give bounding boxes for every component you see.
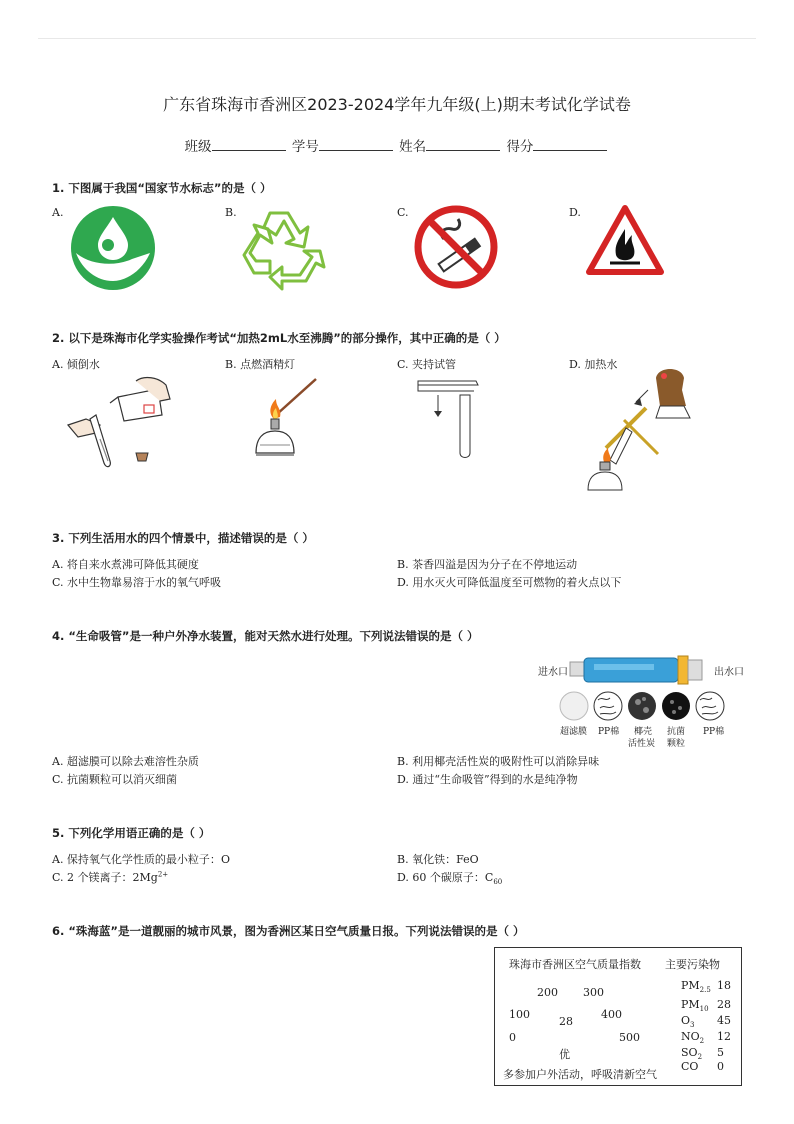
question-5-stem: 5. 下列化学用语正确的是（ ） [52,826,211,840]
name-label: 姓名 [399,139,427,155]
aqi-scale-500: 500 [619,1031,640,1044]
pollutant-pm25-sub: 2.5 [699,986,711,995]
q5-option-c-formula: 2Mg [132,871,158,884]
student-info [0,135,794,155]
q5-option-d-text: D. 60 个碳原子： [397,871,485,884]
q5-option-c-charge: 2+ [157,870,169,879]
pollutant-pm25-name: PM [681,979,700,992]
pollutant-so2-value: 5 [717,1046,724,1059]
name-blank[interactable] [426,138,500,151]
pollutant-o3-sub: 3 [690,1021,695,1030]
pollutant-pm10-sub: 10 [699,1005,709,1014]
q2-option-d-label: D. 加热水 [569,358,618,371]
pollutant-o3 [681,1014,695,1029]
class-label: 班级 [184,139,212,155]
outlet-label: 出水口 [714,667,744,678]
pollutant-pm10 [681,998,709,1013]
layer-label-pp-cotton-1: PP棉 [598,727,620,737]
pollutant-no2 [681,1030,704,1045]
pollutant-so2-sub: 2 [697,1053,703,1062]
filter-layers-illustration [558,690,728,724]
pollutant-o3-name: O [681,1014,691,1027]
pollutant-no2-sub: 2 [699,1037,705,1046]
inlet-label: 进水口 [538,667,568,678]
q2-option-b-label: B. 点燃酒精灯 [225,358,296,371]
heating-water-illustration [586,368,696,493]
question-2-stem: 2. 以下是珠海市化学实验操作考试“加热2mL水至沸腾”的部分操作，其中正确的是（ ） [52,331,506,345]
air-quality-report [494,947,742,1086]
aqi-advice: 多参加户外活动，呼吸清新空气 [503,1068,657,1081]
q1-option-a-label: A. [52,206,64,219]
q5-option-a [52,851,230,867]
aqi-scale-200: 200 [537,986,558,999]
aqi-scale-400: 400 [601,1008,622,1021]
q5-option-a-text: A. 保持氧气化学性质的最小粒子： [52,853,221,866]
flammable-warning-icon [586,205,664,275]
pollutant-co [681,1060,698,1075]
page-title: 广东省珠海市香洲区2023-2024学年九年级(上)期末考试化学试卷 [163,95,631,114]
q5-option-b [397,851,479,867]
aqi-scale-300: 300 [583,986,604,999]
question-3-stem: 3. 下列生活用水的四个情景中，描述错误的是（ ） [52,531,314,545]
layer-label-ultrafiltration: 超滤膜 [560,727,588,737]
score-label: 得分 [506,139,534,155]
q5-option-b-text: B. 氧化铁： [397,853,457,866]
score-blank[interactable] [533,138,607,151]
life-straw-illustration [570,652,716,688]
class-blank[interactable] [212,138,286,151]
pollutant-pm25-value: 18 [717,979,731,992]
pollutant-no2-name: NO [681,1030,700,1043]
pollutant-co-name: CO [681,1060,699,1073]
test-tube-holder-illustration [414,375,494,465]
q1-option-b-label: B. [225,206,237,219]
header-divider [38,38,756,39]
pollutant-so2 [681,1046,702,1061]
q5-option-c [52,869,168,885]
pollutant-no2-value: 12 [717,1030,731,1043]
q3-option-b: B. 茶香四溢是因为分子在不停地运动 [397,558,578,571]
aqi-scale-0: 0 [509,1031,516,1044]
q5-option-d-subscript: 60 [493,878,503,887]
pollutant-so2-name: SO [681,1046,698,1059]
number-blank[interactable] [319,138,393,151]
question-4-stem: 4. “生命吸管”是一种户外净水装置，能对天然水进行处理。下列说法错误的是（ ） [52,629,479,643]
q3-option-d: D. 用水灭火可降低温度至可燃物的着火点以下 [397,576,622,589]
aqi-box-title: 珠海市香洲区空气质量指数 [509,958,641,971]
layer-label-activated-carbon: 活性炭 [628,739,656,749]
q5-option-a-formula: O [220,853,230,866]
q3-option-a: A. 将自来水煮沸可降低其硬度 [52,558,199,571]
q5-option-c-text: C. 2 个镁离子： [52,871,133,884]
q4-option-a: A. 超滤膜可以除去难溶性杂质 [52,755,199,768]
aqi-scale-100: 100 [509,1008,530,1021]
q5-option-d-formula: C [484,871,494,884]
q4-option-c: C. 抗菌颗粒可以消灭细菌 [52,773,178,786]
pollutant-pm10-value: 28 [717,998,731,1011]
layer-label-antibacterial: 抗菌 [667,727,686,737]
q2-option-c-label: C. 夹持试管 [397,358,457,371]
recycle-icon [240,205,326,287]
pollutant-title: 主要污染物 [665,958,720,971]
layer-label-coconut: 椰壳 [634,727,653,737]
q4-option-d: D. 通过“生命吸管”得到的水是纯净物 [397,773,578,786]
pouring-water-illustration [66,375,176,470]
layer-label-granules: 颗粒 [667,739,686,749]
number-label: 学号 [291,139,319,155]
question-1-stem: 1. 下图属于我国“国家节水标志”的是（ ） [52,181,272,195]
q3-option-c: C. 水中生物靠易溶于水的氧气呼吸 [52,576,222,589]
no-smoking-icon [414,205,498,289]
layer-label-pp-cotton-2: PP棉 [703,727,725,737]
q1-option-c-label: C. [397,206,409,219]
q1-option-d-label: D. [569,206,581,219]
q2-option-a-label: A. 倾倒水 [52,358,100,371]
q5-option-b-formula: FeO [456,853,479,866]
pollutant-co-value: 0 [717,1060,724,1073]
q4-option-b: B. 利用椰壳活性炭的吸附性可以消除异味 [397,755,600,768]
water-saving-icon [70,205,156,291]
pollutant-pm25 [681,979,711,994]
pollutant-pm10-name: PM [681,998,700,1011]
q5-option-d [397,869,502,886]
question-6-stem: 6. “珠海蓝”是一道靓丽的城市风景，图为香洲区某日空气质量日报。下列说法错误的是（ ） [52,924,525,938]
lighting-lamp-illustration [246,375,326,470]
aqi-level: 优 [559,1048,570,1061]
pollutant-o3-value: 45 [717,1014,731,1027]
aqi-value: 28 [559,1015,573,1028]
